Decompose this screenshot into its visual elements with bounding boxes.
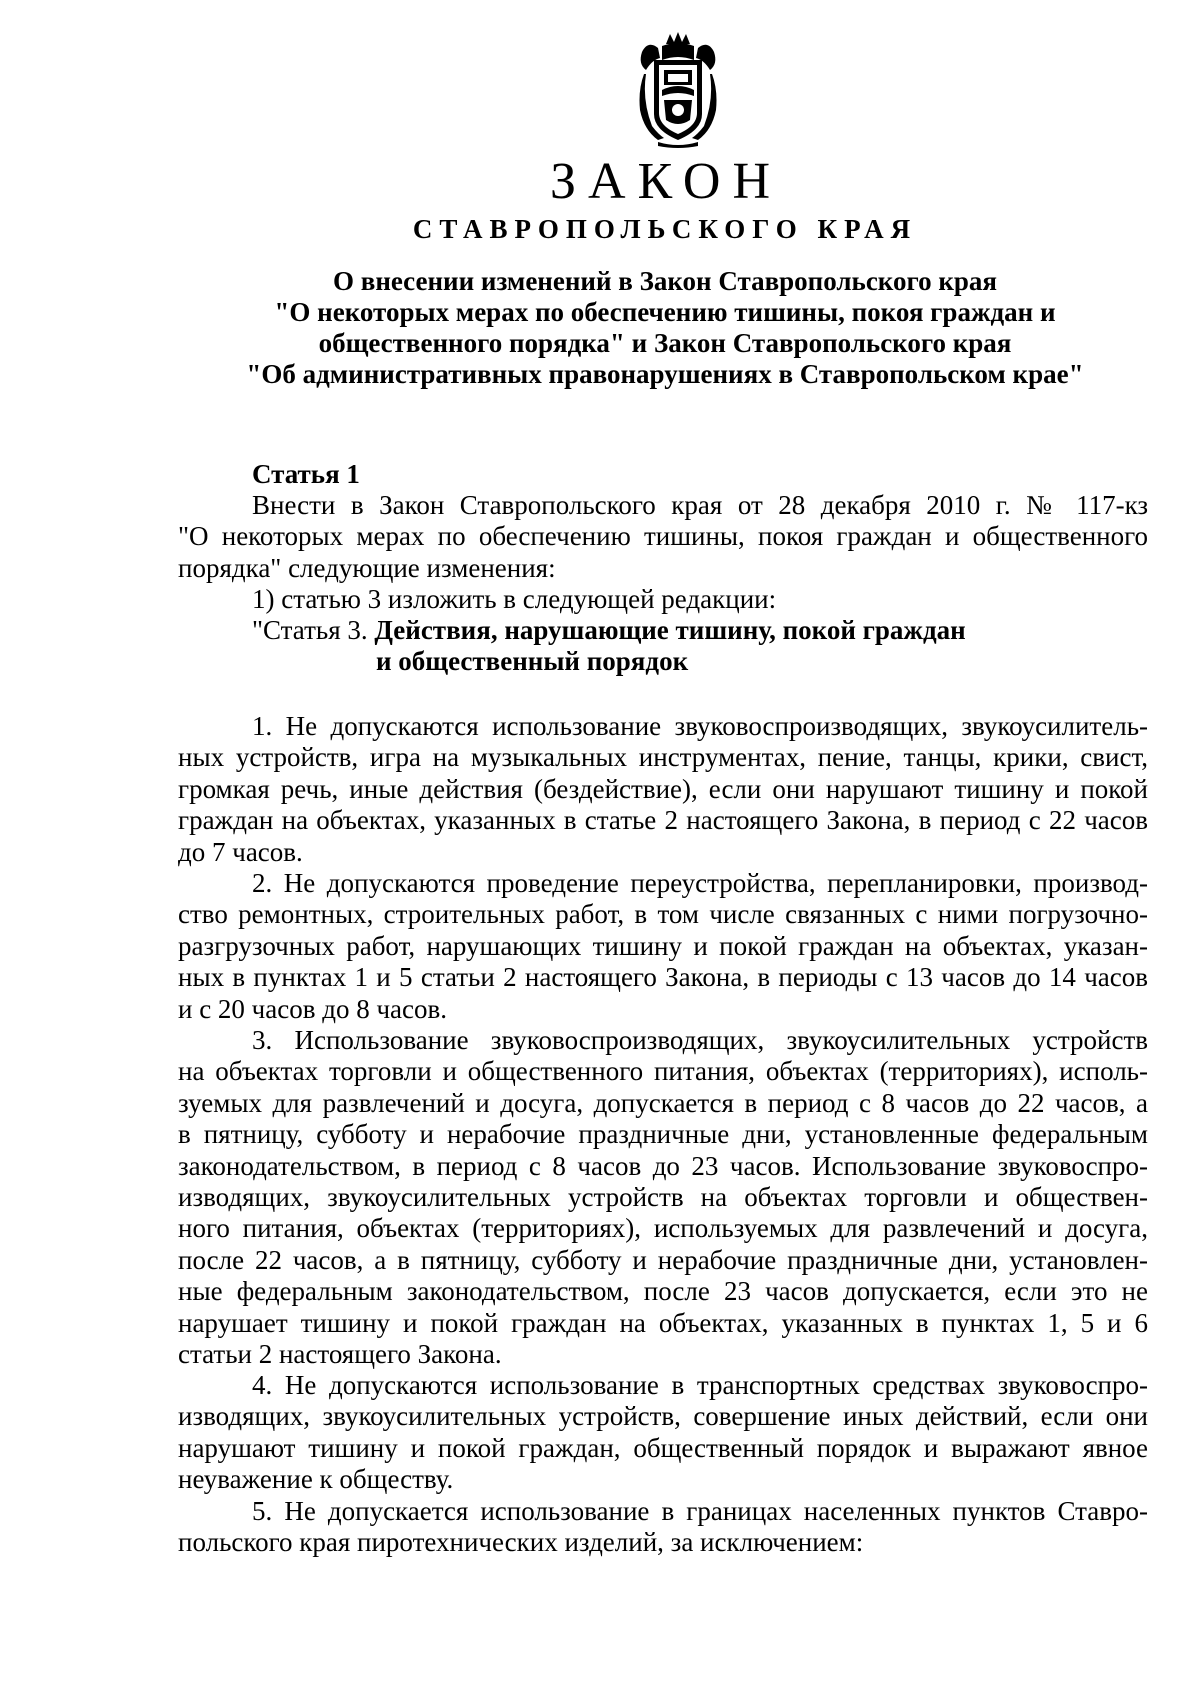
- text-line: 3. Использование звуковоспроизводящих, звукоусилительных устройств: [252, 1025, 1148, 1055]
- text-line: порядка" следующие изменения:: [178, 552, 556, 583]
- text-line: громкая речь, иные действия (бездействие), если они нарушают тишину и покой: [178, 773, 1148, 804]
- amended-article-prefix: "Статья 3.: [252, 615, 375, 645]
- text-line: ного питания, объектах (территориях), используемых для развлечений и досуга,: [178, 1213, 1148, 1244]
- region-heading: СТАВРОПОЛЬСКОГО КРАЯ: [412, 214, 918, 244]
- title-line: общественного порядка" и Закон Ставропольского края: [318, 328, 1012, 358]
- text-line: польского края пиротехнических изделий, за исключением:: [178, 1527, 864, 1558]
- article-1-intro: [178, 490, 1148, 616]
- text-line: и с 20 часов до 8 часов.: [178, 993, 448, 1024]
- article-1-heading: Статья 1: [252, 459, 360, 489]
- text-line: "О некоторых мерах по обеспечению тишины, покоя граждан и общественного: [178, 521, 1148, 552]
- text-line: 5. Не допускается использование в границах населенных пунктов Ставро-: [252, 1496, 1148, 1526]
- text-line: 2. Не допускаются проведение переустройства, перепланировки, производ-: [252, 868, 1148, 898]
- text-line: ных в пунктах 1 и 5 статьи 2 настоящего Закона, в периоды с 13 часов до 14 часов: [178, 962, 1148, 993]
- text-line: разгрузочных работ, нарушающих тишину и покой граждан на объектах, указан-: [178, 930, 1148, 961]
- text-line: ные федеральным законодательством, после 23 часов допускается, если это не: [178, 1276, 1148, 1307]
- coat-of-arms-icon: [628, 30, 728, 148]
- amended-article-title-line: и общественный порядок: [376, 646, 689, 677]
- text-line: Внести в Закон Ставропольского края от 28 декабря 2010 г. № 117-кз: [252, 490, 1148, 520]
- law-heading: ЗАКОН: [549, 153, 783, 210]
- text-line: ство ремонтных, строительных работ, в том числе связанных с ними погрузочно-: [178, 899, 1148, 930]
- text-line: изводящих, звукоусилительных устройств, совершение иных действий, если они: [178, 1401, 1148, 1432]
- text-line: 1) статью 3 изложить в следующей редакции:: [252, 584, 777, 615]
- text-line: в пятницу, субботу и нерабочие праздничные дни, установленные федеральным: [178, 1119, 1148, 1150]
- text-line: 4. Не допускаются использование в транспортных средствах звуковоспро-: [252, 1370, 1148, 1400]
- amended-article-title: [252, 615, 966, 678]
- amended-article-title-line: Действия, нарушающие тишину, покой граждан: [374, 615, 966, 645]
- text-line: неуважение к обществу.: [178, 1464, 454, 1495]
- paragraph-1: [178, 711, 1148, 868]
- text-line: изводящих, звукоусилительных устройств на объектах торговли и обществен-: [178, 1181, 1148, 1212]
- title-line: "Об административных правонарушениях в Ставропольском крае": [246, 359, 1084, 389]
- paragraph-4: [178, 1370, 1148, 1496]
- text-line: граждан на объектах, указанных в статье 2 настоящего Закона, в период с 22 часов: [178, 805, 1148, 836]
- text-line: зуемых для развлечений и досуга, допускается в период с 8 часов до 22 часов, а: [178, 1087, 1148, 1118]
- paragraph-5: [178, 1496, 1148, 1559]
- text-line: до 7 часов.: [178, 836, 303, 867]
- text-line: законодательством, в период с 8 часов до 23 часов. Использование звуковоспро-: [178, 1150, 1148, 1181]
- title-line: О внесении изменений в Закон Ставропольского края: [332, 266, 998, 296]
- text-line: на объектах торговли и общественного питания, объектах (территориях), исполь-: [178, 1056, 1148, 1087]
- document-title: [170, 266, 1160, 390]
- title-line: "О некоторых мерах по обеспечению тишины, покоя граждан и: [274, 297, 1056, 327]
- text-line: статьи 2 настоящего Закона.: [178, 1338, 502, 1369]
- text-line: нарушает тишину и покой граждан на объектах, указанных в пунктах 1, 5 и 6: [178, 1307, 1148, 1338]
- paragraph-3: [178, 1025, 1148, 1370]
- paragraph-2: [178, 868, 1148, 1025]
- text-line: нарушают тишину и покой граждан, общественный порядок и выражают явное: [178, 1432, 1148, 1463]
- text-line: ных устройств, игра на музыкальных инструментах, пение, танцы, крики, свист,: [178, 742, 1148, 773]
- text-line: после 22 часов, а в пятницу, субботу и нерабочие праздничные дни, установлен-: [178, 1244, 1148, 1275]
- text-line: 1. Не допускаются использование звуковоспроизводящих, звукоусилитель-: [252, 711, 1148, 741]
